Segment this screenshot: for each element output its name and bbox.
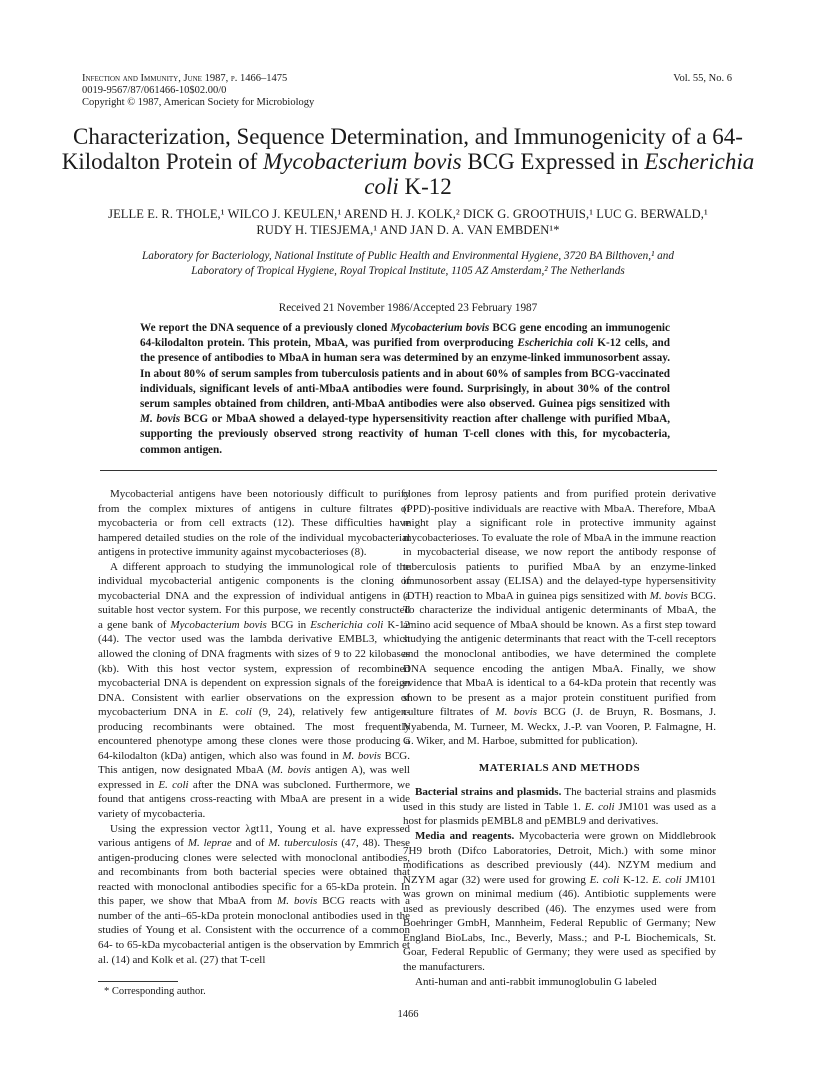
affiliation-line-2: Laboratory of Tropical Hygiene, Royal Tropical Institute, 1105 AZ Amsterdam,² The Netherlands xyxy=(191,265,625,277)
received-dates: Received 21 November 1986/Accepted 23 February 1987 xyxy=(278,302,538,314)
author-line-1: JELLE E. R. THOLE,¹ WILCO J. KEULEN,¹ AREND H. J. KOLK,² DICK G. GROOTHUIS,¹ LUC G. BERWALD,¹ xyxy=(108,207,708,221)
right-column xyxy=(403,487,716,989)
paragraph: clones from leprosy patients and from purified protein derivative (PPD)-positive individuals are reactive with MbaA. Therefore, MbaA might play a significant role in protective immunity against mycobacterioses. To evaluate the role of MbaA in the immune reaction in mycobacterial disease, we now report the antibody response of tuberculosis patients to purified MbaA by an enzyme-linked immunosorbent assay (ELISA) and the delayed-type hypersensitivity (DTH) reaction to MbaA in guinea pigs sensitized with M. bovis BCG. To characterize the individual antigenic determinants of MbaA, the amino acid sequence of MbaA should be known. As a first step toward studying the antigenic determinants that react with the T-cell receptors and the monoclonal antibodies, we have determined the complete DNA sequence encoding the antigen MbaA. Finally, we show evidence that MbaA is identical to a 64-kDa protein that recently was shown to be present as a major protein constituent purified from culture filtrates of M. bovis BCG (J. de Bruyn, R. Bosmans, J. Nyabenda, M. Turneer, M. Weckx, J.-P. van Vooren, P. Falmagne, H. G. Wiker, and M. Harboe, submitted for publication). xyxy=(403,488,717,748)
abstract-divider xyxy=(100,470,717,471)
footnote: * Corresponding author. xyxy=(104,986,206,997)
run-in-heading: Bacterial strains and plasmids. xyxy=(415,786,562,799)
left-column xyxy=(98,487,410,967)
abstract: We report the DNA sequence of a previously cloned Mycobacterium bovis BCG gene encoding an immunogenic 64-kilodalton protein. This protein, MbaA, was purified from overproducing Escherichia coli K-12 cells, and the presence of antibodies to MbaA in human sera was determined by an enzyme-linked immunosorbent assay. In about 80% of serum samples from tuberculosis patients and in about 60% of samples from BCG-vaccinated individuals, significant levels of anti-MbaA antibodies were found. Surprisingly, in about 30% of the control serum samples obtained from children, anti-MbaA antibodies were also observed. Guinea pigs sensitized with M. bovis BCG or MbaA showed a delayed-type hypersensitivity reaction after challenge with purified MbaA, supporting the previously observed strong reactivity of human T-cell clones with this, for mycobacteria, common antigen. xyxy=(140,322,671,456)
footnote-divider xyxy=(98,981,178,982)
author-line-2: RUDY H. TIESJEMA,¹ AND JAN D. A. VAN EMBDEN¹* xyxy=(256,223,560,237)
journal-citation: Infection and Immunity, June 1987, p. 1466–1475 xyxy=(82,73,288,84)
paragraph: Mycobacterial antigens have been notoriously difficult to purify from the complex mixtures of antigens in culture filtrates of mycobacteria or from cell extracts (12). These difficulties have hampered detailed studies on the role of the individual mycobacterial antigens in protective immunity against mycobacterioses (8). xyxy=(98,488,410,559)
paragraph: Anti-human and anti-rabbit immunoglobulin G labeled xyxy=(415,975,657,988)
paragraph: Media and reagents. Mycobacteria were grown on Middlebrook 7H9 broth (Difco Laboratories, Detroit, Mich.) with some minor modifications as described previously (44). NZYM medium and NZYM agar (32) were used for growing E. coli K-12. E. coli JM101 was grown on minimal medium (46). Antibiotic supplements were used as previously described (46). The enzymes used were from Boehringer GmbH, Mannheim, Federal Republic of Germany; New England BioLabs, Inc., Beverly, Mass.; and P-L Biochemicals, St. Goar, Federal Republic of Germany; they were used as specified by the manufacturers. xyxy=(403,830,717,973)
author-list xyxy=(60,206,756,238)
affiliation-line-1: Laboratory for Bacteriology, National Institute of Public Health and Environmental Hygiene, 3720 BA Bilthoven,¹ and xyxy=(142,250,674,262)
article-title: Characterization, Sequence Determination, and Immunogenicity of a 64-Kilodalton Protein of Mycobacterium bovis BCG Expressed in Escherichia coli K-12 xyxy=(61,124,755,199)
paragraph: A different approach to studying the immunological role of the individual mycobacterial antigenic components is the cloning of mycobacterial DNA and the expression of individual antigens in a suitable host vector system. For this purpose, we recently constructed a gene bank of Mycobacterium bovis BCG in Escherichia coli K-12 (44). The vector used was the lambda derivative EMBL3, which allowed the cloning of DNA fragments with sizes of 9 to 22 kilobases (kb). With this host vector system, expression of recombined mycobacterial DNA is dependent on expression signals of the foreign DNA. Consistent with earlier observations on the expression of mycobacterium DNA in E. coli (9, 24), relatively few antigen-producing recombinants were obtained. The most frequently encountered phenotype among these clones were those producing a 64-kilodalton (kDa) antigen, which also was found in M. bovis BCG. This antigen, now designated MbaA (M. bovis antigen A), was well expressed in E. coli after the DNA was subcloned. Furthermore, we found that antigens cross-reacting with MbaA are present in a wide variety of mycobacteria. xyxy=(98,560,410,821)
issn-line: 0019-9567/87/061466-10$02.00/0 xyxy=(82,85,227,96)
run-in-heading: Media and reagents. xyxy=(415,830,515,843)
paragraph: Using the expression vector λgt11, Young et al. have expressed various antigens of M. leprae and of M. tuberculosis (47, 48). These antigen-producing clones were selected with monoclonal antibodies, and recombinants from both bacterial species were obtained that reacted with monoclonal antibodies specific for a 65-kDa protein. In this paper, we show that MbaA from M. bovis BCG reacts with a number of the anti–65-kDa protein monoclonal antibodies used in the studies of Young et al. Consistent with the occurrence of a common 64- to 65-kDa mycobacterial antigen is the observation by Emmrich et al. (14) and Kolk et al. (27) that T-cell xyxy=(98,822,411,966)
volume-issue: Vol. 55, No. 6 xyxy=(673,73,732,84)
section-heading: MATERIALS AND METHODS xyxy=(478,761,641,774)
page-number: 1466 xyxy=(397,1009,419,1020)
affiliations xyxy=(60,249,756,279)
copyright-line: Copyright © 1987, American Society for Microbiology xyxy=(82,97,315,108)
paragraph: Bacterial strains and plasmids. The bacterial strains and plasmids used in this study are listed in Table 1. E. coli JM101 was used as a host for plasmids pEMBL8 and pEMBL9 and derivatives. xyxy=(403,786,716,828)
